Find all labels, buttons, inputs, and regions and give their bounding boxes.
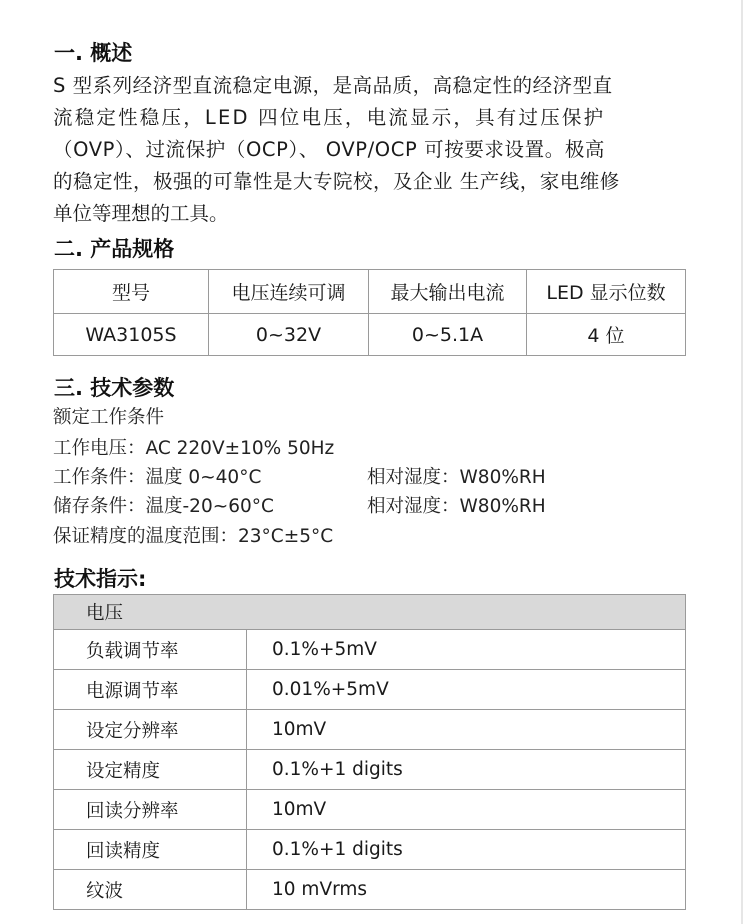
indicator-label: 负载调节率	[54, 630, 247, 670]
table-row	[54, 670, 686, 710]
table-row	[54, 630, 686, 670]
spec-heading: 二. 产品规格	[54, 237, 175, 261]
indicator-label: 回读精度	[54, 830, 247, 870]
storage-temperature: 储存条件：温度-20~60°C	[53, 496, 274, 517]
tech-heading: 三. 技术参数	[54, 376, 175, 400]
indicator-label: 纹波	[54, 870, 247, 910]
indicator-value: 0.1%+1 digits	[247, 750, 686, 790]
indicators-group-row	[54, 595, 686, 630]
overview-line: 单位等理想的工具。	[53, 202, 229, 225]
spec-data-row	[54, 314, 686, 356]
indicator-value: 0.01%+5mV	[247, 670, 686, 710]
indicator-label: 设定分辨率	[54, 710, 247, 750]
indicator-label: 回读分辨率	[54, 790, 247, 830]
spec-voltage-cell: 0~32V	[209, 314, 369, 356]
operating-temperature: 工作条件：温度 0~40°C	[53, 467, 262, 488]
overview-line: 流稳定性稳压，LED 四位电压，电流显示，具有过压保护	[53, 106, 606, 129]
overview-line: S 型系列经济型直流稳定电源，是高品质，高稳定性的经济型直	[53, 74, 613, 97]
spec-header-cell: 电压连续可调	[209, 270, 369, 314]
table-row	[54, 710, 686, 750]
spec-model-cell: WA3105S	[54, 314, 209, 356]
overview-paragraph	[53, 70, 693, 230]
spec-header-row	[54, 270, 686, 314]
spec-digits-cell: 4 位	[527, 314, 686, 356]
operating-humidity: 相对湿度：W80%RH	[367, 467, 546, 488]
rated-conditions-label: 额定工作条件	[53, 407, 165, 428]
storage-humidity: 相对湿度：W80%RH	[367, 496, 546, 517]
table-row	[54, 790, 686, 830]
indicator-label: 设定精度	[54, 750, 247, 790]
page-edge-rule	[741, 0, 743, 924]
spec-header-cell: LED 显示位数	[527, 270, 686, 314]
spec-header-cell: 型号	[54, 270, 209, 314]
operating-voltage: 工作电压：AC 220V±10% 50Hz	[53, 438, 335, 459]
spec-header-cell: 最大输出电流	[369, 270, 527, 314]
indicator-value: 10 mVrms	[247, 870, 686, 910]
table-row	[54, 750, 686, 790]
indicators-heading: 技术指示:	[54, 567, 147, 591]
overview-line: 的稳定性，极强的可靠性是大专院校，及企业 生产线，家电维修	[53, 170, 620, 193]
indicator-value: 10mV	[247, 710, 686, 750]
spec-table	[53, 269, 686, 356]
indicator-value: 0.1%+1 digits	[247, 830, 686, 870]
accuracy-temperature-range: 保证精度的温度范围：23°C±5°C	[53, 526, 334, 547]
indicator-value: 0.1%+5mV	[247, 630, 686, 670]
indicators-table	[53, 594, 686, 910]
table-row	[54, 830, 686, 870]
overview-line: （OVP）、过流保护（OCP）、 OVP/OCP 可按要求设置。极高	[53, 138, 606, 161]
spec-current-cell: 0~5.1A	[369, 314, 527, 356]
indicator-label: 电源调节率	[54, 670, 247, 710]
indicators-group-label: 电压	[54, 595, 686, 630]
table-row	[54, 870, 686, 910]
indicator-value: 10mV	[247, 790, 686, 830]
overview-heading: 一. 概述	[54, 41, 133, 65]
